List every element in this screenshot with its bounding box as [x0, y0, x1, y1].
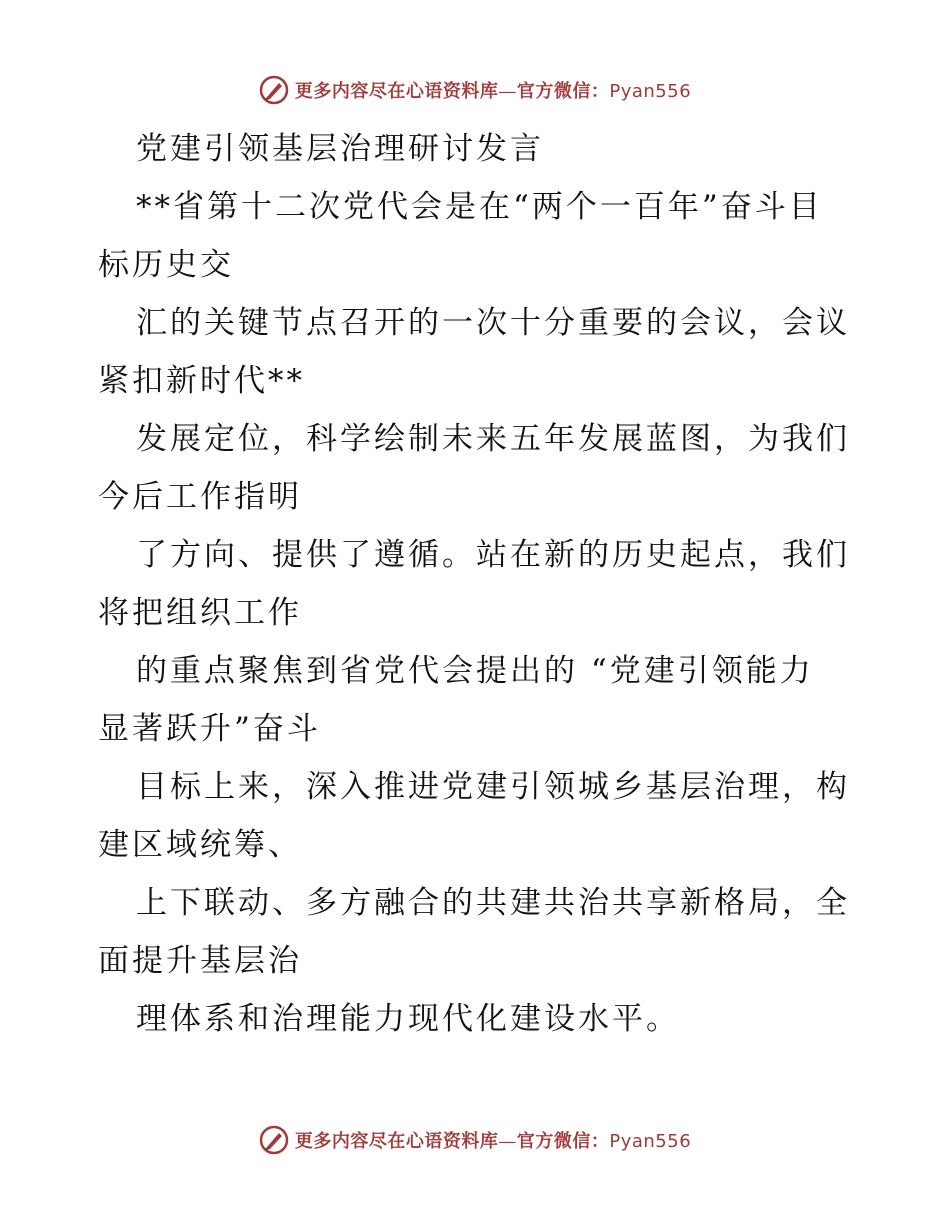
watermark-site: 更多内容尽在心语资料库 — [294, 81, 499, 102]
watermark-text — [295, 77, 691, 103]
document-line: 上下联动、多方融合的共建共治共享新格局，全 — [136, 885, 850, 921]
document-line: 将把组织工作 — [98, 595, 302, 631]
document-line: 建区域统筹、 — [98, 827, 302, 863]
document-line: 今后工作指明 — [98, 479, 302, 515]
watermark-text — [295, 1127, 691, 1153]
watermark-wechat-label: 官方微信： — [516, 1131, 610, 1152]
pen-logo-icon — [259, 75, 289, 105]
footer-watermark — [0, 1120, 950, 1160]
document-line: **省第十二次党代会是在“两个一百年”奋斗目 — [136, 189, 823, 225]
document-line: 了方向、提供了遵循。站在新的历史起点，我们 — [136, 537, 850, 573]
watermark-site: 更多内容尽在心语资料库 — [294, 1131, 499, 1152]
document-line: 的重点聚焦到省党代会提出的 “党建引领能力 — [136, 653, 814, 689]
header-watermark — [0, 70, 950, 110]
document-line: 目标上来，深入推进党建引领城乡基层治理，构 — [136, 769, 850, 805]
document-line: 理体系和治理能力现代化建设水平。 — [136, 1001, 680, 1037]
watermark-wechat-id: Pyan556 — [609, 1131, 692, 1152]
document-line: 发展定位，科学绘制未来五年发展蓝图，为我们 — [136, 421, 850, 457]
watermark-separator: — — [498, 81, 517, 102]
document-line: 标历史交 — [98, 247, 234, 283]
watermark-wechat-label: 官方微信： — [516, 81, 610, 102]
document-body — [98, 120, 858, 1048]
pen-logo-icon — [259, 1125, 289, 1155]
watermark-separator: — — [498, 1131, 517, 1152]
document-line: 显著跃升”奋斗 — [98, 711, 321, 747]
document-line: 面提升基层治 — [98, 943, 302, 979]
document-line: 紧扣新时代** — [98, 363, 305, 399]
document-line: 汇的关键节点召开的一次十分重要的会议，会议 — [136, 305, 850, 341]
document-line: 党建引领基层治理研讨发言 — [136, 131, 544, 167]
watermark-wechat-id: Pyan556 — [609, 81, 692, 102]
